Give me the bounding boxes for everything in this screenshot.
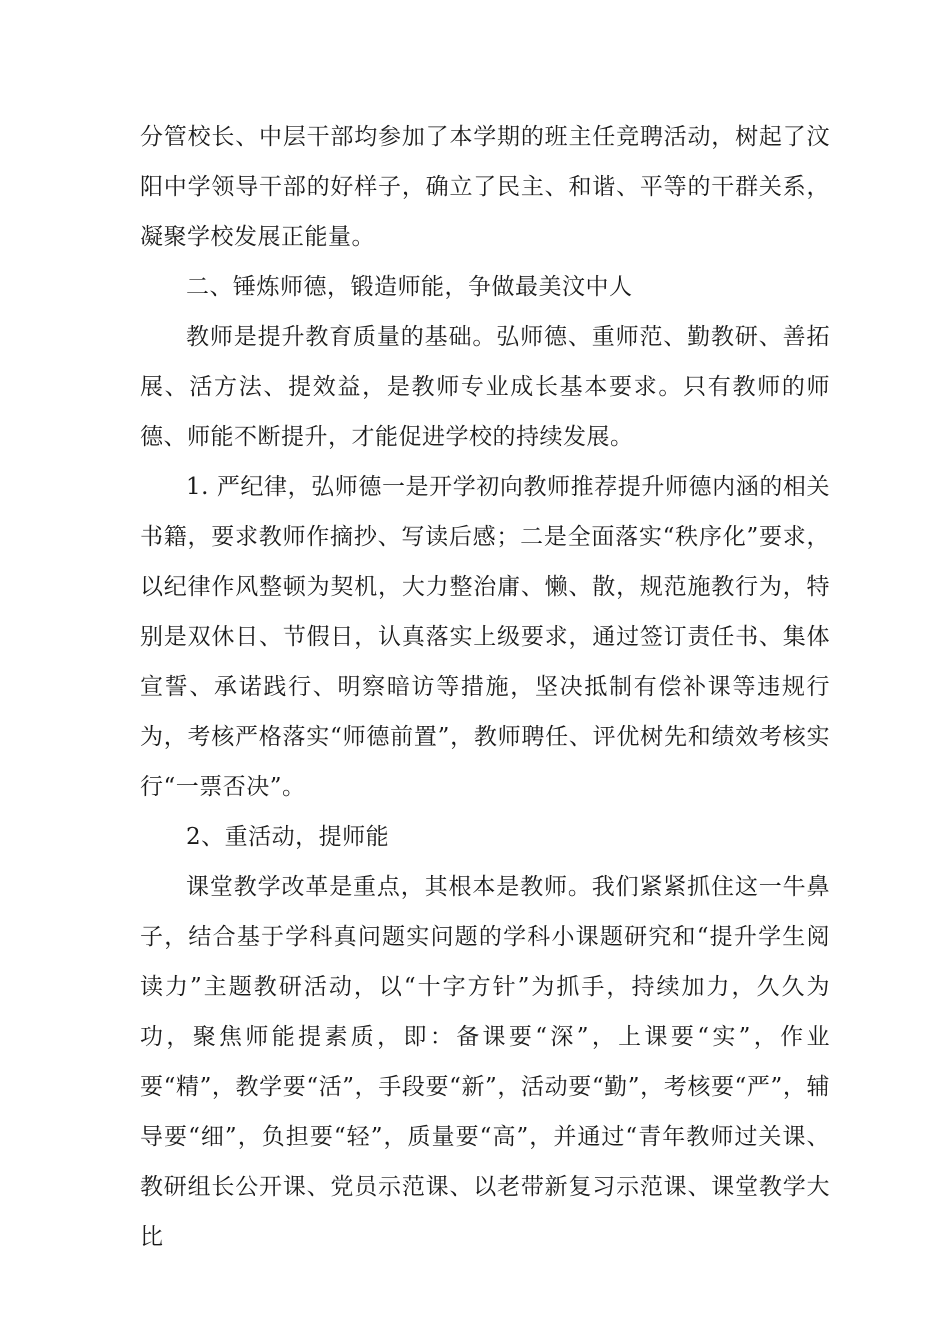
document-body [140, 112, 830, 1262]
paragraph: 教师是提升教育质量的基础。弘师德、重师范、勤教研、善拓展、活方法、提效益，是教师专业成长基本要求。只有教师的师德、师能不断提升，才能促进学校的持续发展。 [140, 324, 830, 450]
subsection-heading: 2、重活动，提师能 [186, 824, 390, 850]
paragraph: 课堂教学改革是重点，其根本是教师。我们紧紧抓住这一牛鼻子，结合基于学科真问题实问题的学科小课题研究和“提升学生阅读力”主题教研活动，以“十字方针”为抓手，持续加力，久久为功，聚焦师能提素质，即：备课要“深”，上课要“实”，作业要“精”，教学要“活”，手段要“新”，活动要“勤”，考核要“严”，辅导要“细”，负担要“轻”，质量要“高”，并通过“青年教师过关课、教研组长公开课、党员示范课、以老带新复习示范课、课堂教学大比 [140, 874, 830, 1250]
paragraph-continuation: 分管校长、中层干部均参加了本学期的班主任竞聘活动，树起了汶阳中学领导干部的好样子，确立了民主、和谐、平等的干群关系，凝聚学校发展正能量。 [140, 124, 830, 250]
paragraph: 1. 严纪律，弘师德一是开学初向教师推荐提升师德内涵的相关书籍，要求教师作摘抄、写读后感；二是全面落实“秩序化”要求，以纪律作风整顿为契机，大力整治庸、懒、散，规范施教行为，特别是双休日、节假日，认真落实上级要求，通过签订责任书、集体宣誓、承诺践行、明察暗访等措施，坚决抵制有偿补课等违规行为，考核严格落实“师德前置”，教师聘任、评优树先和绩效考核实行“一票否决”。 [140, 474, 830, 800]
section-heading: 二、锤炼师德，锻造师能，争做最美汶中人 [186, 274, 633, 300]
